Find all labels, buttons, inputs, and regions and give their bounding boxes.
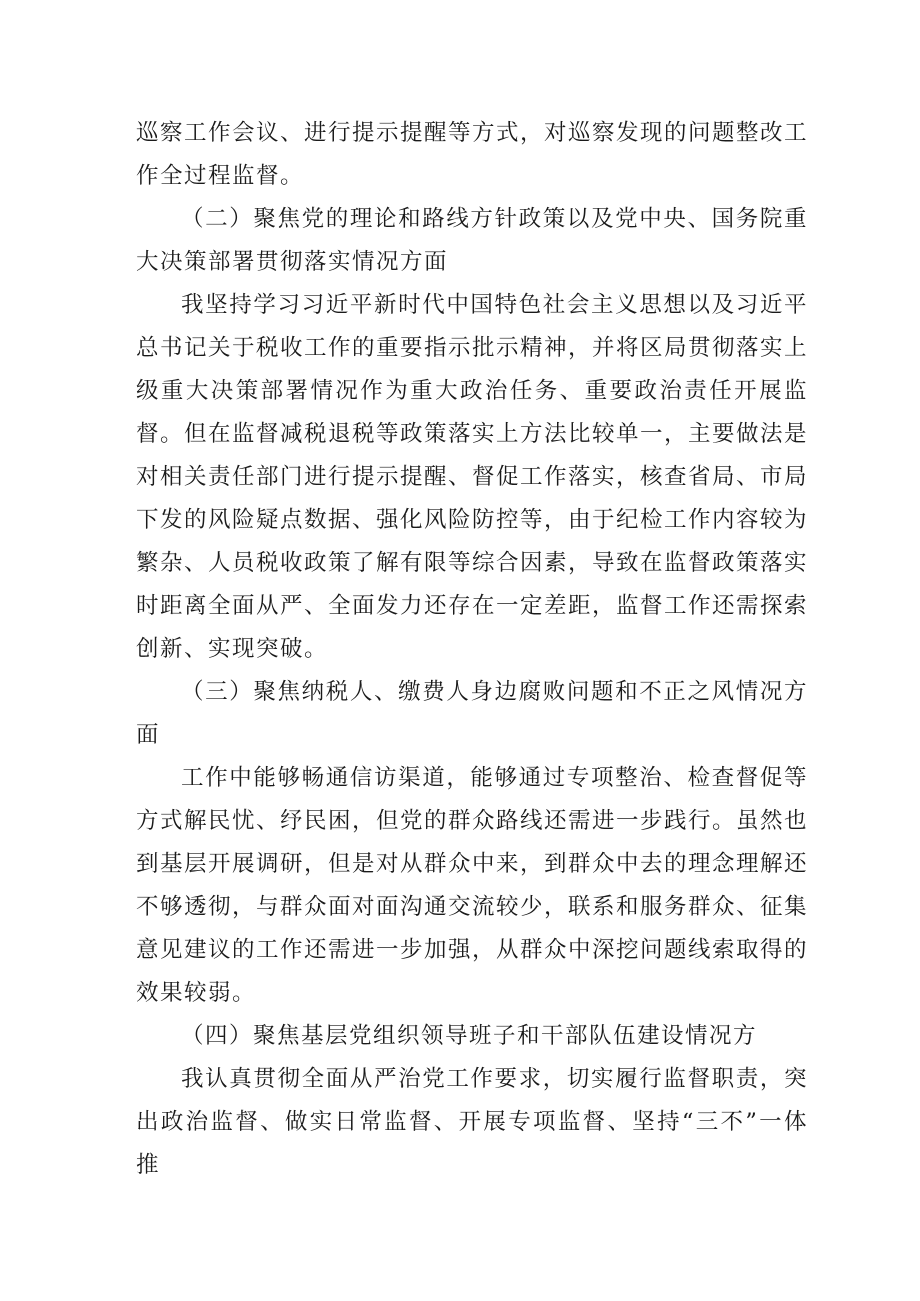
paragraph-continuation: 巡察工作会议、进行提示提醒等方式，对巡察发现的问题整改工作全过程监督。: [136, 120, 809, 189]
section-heading-4: （四）聚焦基层党组织领导班子和干部队伍建设情况方: [181, 1023, 758, 1049]
paragraph-masses-line: 工作中能够畅通信访渠道，能够通过专项整治、检查督促等方式解民忧、纾民困，但党的群众路线还需进一步践行。虽然也到基层开展调研，但是对从群众中来，到群众中去的理念理解还不够透彻，与群众面对面沟通交流较少，联系和服务群众、征集意见建议的工作还需进一步加强，从群众中深挖问题线索取得的效果较弱。: [136, 765, 809, 1006]
section-heading-2: （二）聚焦党的理论和路线方针政策以及党中央、国务院重大决策部署贯彻落实情况方面: [136, 206, 808, 275]
document-body: [136, 112, 808, 1187]
paragraph-party-governance: 我认真贯彻全面从严治党工作要求，切实履行监督职责，突出政治监督、做实日常监督、开展专项监督、坚持“三不”一体推: [136, 1066, 808, 1178]
paragraph-policy-supervision: 我坚持学习习近平新时代中国特色社会主义思想以及习近平总书记关于税收工作的重要指示批示精神，并将区局贯彻落实上级重大决策部署情况作为重大政治任务、重要政治责任开展监督。但在监督减税退税等政策落实上方法比较单一，主要做法是对相关责任部门进行提示提醒、督促工作落实，核查省局、市局下发的风险疑点数据、强化风险防控等，由于纪检工作内容较为繁杂、人员税收政策了解有限等综合因素，导致在监督政策落实时距离全面从严、全面发力还存在一定差距，监督工作还需探索创新、实现突破。: [136, 292, 809, 662]
section-heading-3: （三）聚焦纳税人、缴费人身边腐败问题和不正之风情况方面: [136, 679, 808, 748]
